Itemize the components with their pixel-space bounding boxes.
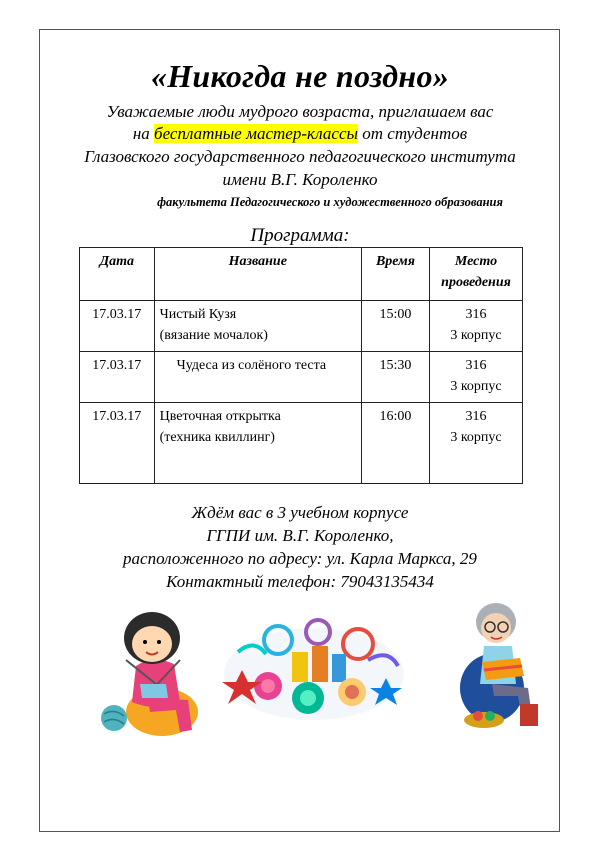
col-place: Место проведения: [430, 248, 523, 301]
footer-line-1: Ждём вас в 3 учебном корпусе: [191, 503, 409, 522]
intro-line-1: Уважаемые люди мудрого возраста, приглашаем вас: [106, 102, 494, 121]
faculty-line: факультета Педагогического и художественного образования: [157, 195, 503, 209]
footer-line-2: ГГПИ им. В.Г. Короленко,: [206, 526, 394, 545]
row-name: Чистый Кузя (вязание мочалок): [154, 301, 361, 352]
row-time: 15:00: [361, 301, 429, 352]
table-row: [80, 352, 523, 403]
footer-line-4: Контактный телефон: 79043135434: [166, 572, 434, 591]
intro-line-2-prefix: на: [132, 124, 155, 143]
table-header-row: [80, 248, 523, 301]
free-masterclasses-highlight: бесплатные мастер-классы: [154, 124, 358, 143]
row-name: Чудеса из солёного теста: [154, 352, 361, 403]
page-title: «Никогда не поздно»: [150, 58, 450, 94]
intro-line-3: Глазовского государственного педагогического института: [84, 147, 516, 166]
row-date: 17.03.17: [80, 403, 155, 484]
knitting-grandmother-image: [458, 592, 546, 734]
intro-line-2: [0, 124, 600, 144]
table-row: [80, 301, 523, 352]
table-row: [80, 403, 523, 484]
col-name: Название: [154, 248, 361, 301]
intro-line-2-suffix: от студентов: [358, 124, 468, 143]
row-time: 16:00: [361, 403, 429, 484]
row-name: Цветочная открытка (техника квиллинг): [154, 403, 361, 484]
row-place: 316 3 корпус: [430, 301, 523, 352]
col-time: Время: [361, 248, 429, 301]
row-date: 17.03.17: [80, 352, 155, 403]
row-time: 15:30: [361, 352, 429, 403]
program-heading: Программа:: [250, 225, 350, 246]
knitting-girl-image: [96, 602, 208, 738]
footer-line-3: расположенного по адресу: ул. Карла Маркса, 29: [123, 549, 477, 568]
row-place: 316 3 корпус: [430, 403, 523, 484]
program-table: [79, 247, 523, 484]
quilling-art-image: [218, 608, 410, 730]
col-date: Дата: [80, 248, 155, 301]
row-place: 316 3 корпус: [430, 352, 523, 403]
row-date: 17.03.17: [80, 301, 155, 352]
intro-line-4: имени В.Г. Короленко: [222, 170, 378, 189]
